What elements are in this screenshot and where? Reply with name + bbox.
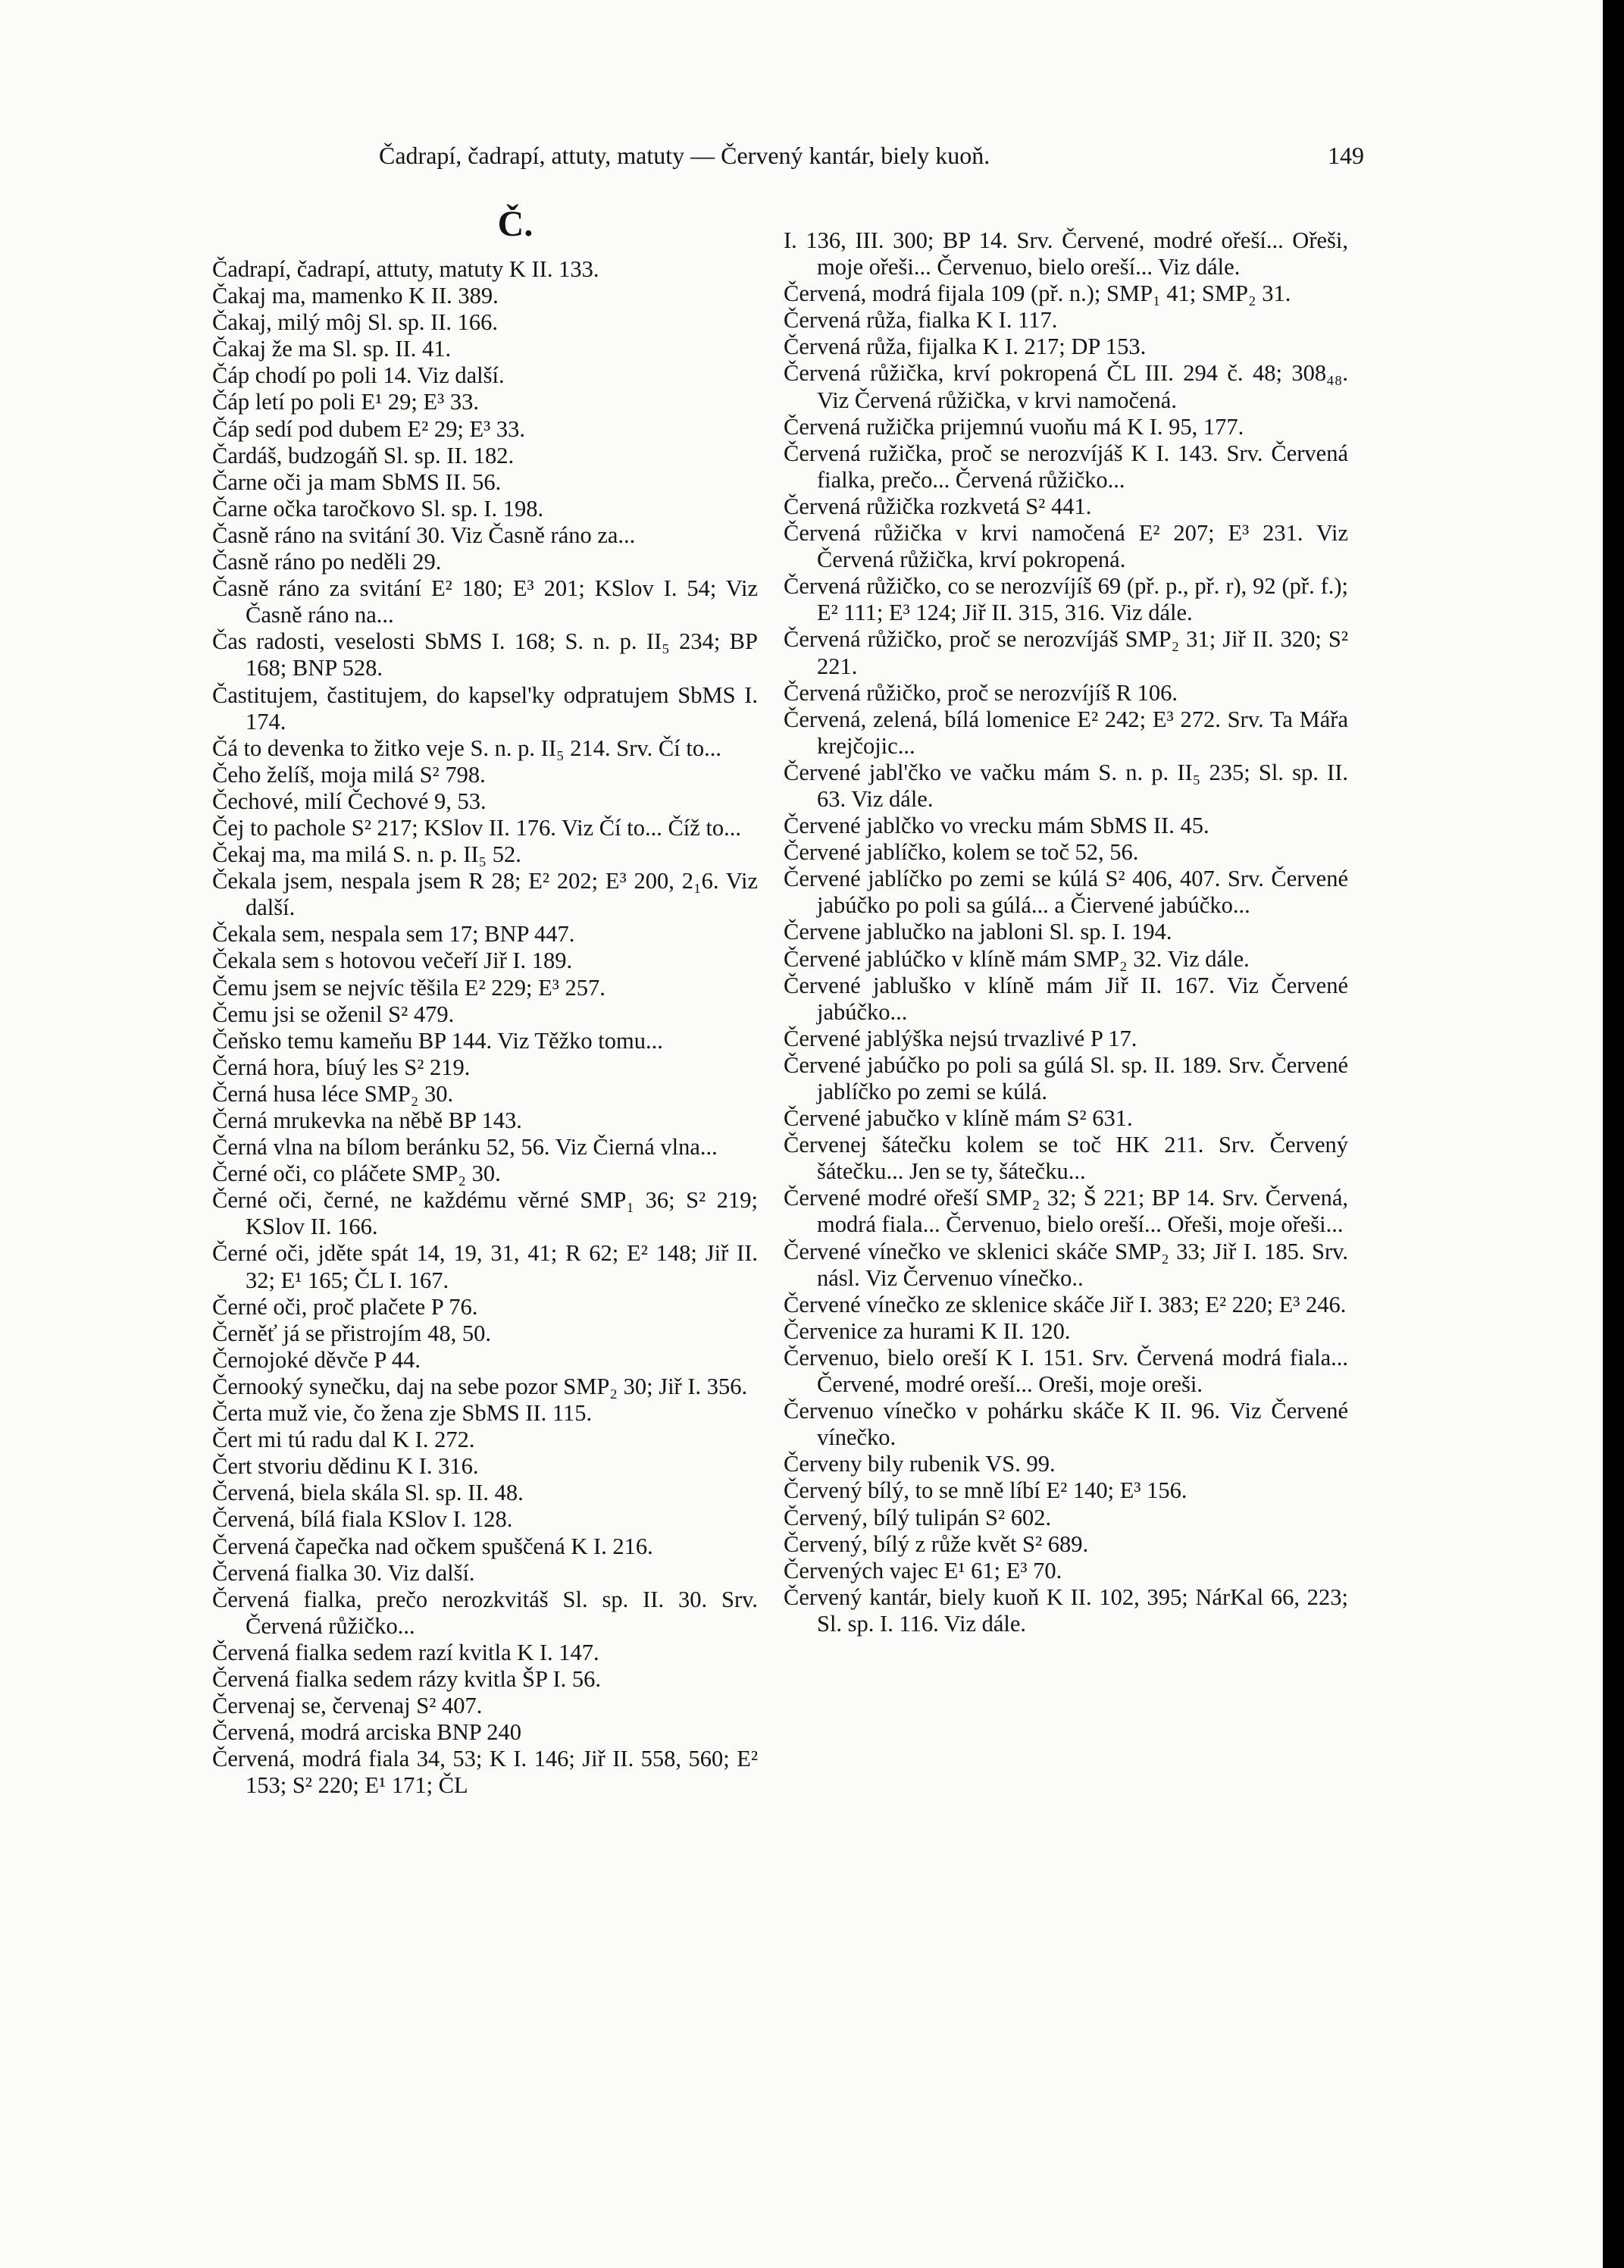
index-entry: Časně ráno na svitání 30. Viz Časně ráno za... xyxy=(212,522,636,548)
index-entry: Červená růžička rozkvetá S² 441. xyxy=(784,493,1092,519)
index-entry: Čej to pachole S² 217; KSlov II. 176. Viz Čí to... Číž to... xyxy=(212,814,742,841)
index-entry: Čarne očka taročkovo Sl. sp. I. 198. xyxy=(212,495,544,522)
index-entry: Čardáš, budzogáň Sl. sp. II. 182. xyxy=(212,442,515,468)
index-entry: Červená, bílá fiala KSlov I. 128. xyxy=(212,1506,513,1533)
index-entry: Červené vínečko ze sklenice skáče Jiř I. 383; E² 220; E³ 246. xyxy=(784,1291,1347,1317)
index-entry: Červená fialka 30. Viz další. xyxy=(212,1559,475,1586)
index-entry: Časně ráno za svitání E² 180; E³ 201; KSlov I. 54; Viz Časně ráno na... xyxy=(212,575,758,628)
index-entry: Červená, zelená, bílá lomenice E² 242; E³ 272. Srv. Ta Mářa krejčojic... xyxy=(784,706,1348,759)
index-entry: Čekala sem, nespala sem 17; BNP 447. xyxy=(212,921,575,948)
index-entry: Červené jabluško v klíně mám Jiř II. 167. Viz Červené jabúčko... xyxy=(784,972,1348,1025)
index-entry: Čakaj že ma Sl. sp. II. 41. xyxy=(212,336,452,362)
index-entry: Červeny bily rubenik VS. 99. xyxy=(784,1451,1056,1477)
index-entry: Černé oči, jděte spát 14, 19, 31, 41; R 62; E² 148; Jiř II. 32; E¹ 165; ČL I. 167. xyxy=(212,1240,758,1293)
scan-edge xyxy=(1603,0,1624,2268)
index-entry: Červené jablčko vo vrecku mám SbMS II. 45. xyxy=(784,813,1209,839)
index-entry: Červená růžička v krvi namočená E² 207; E³ 231. Viz Červená růžička, krví pokropená. xyxy=(784,520,1348,573)
section-letter: Č. xyxy=(497,204,534,244)
index-entry: Červené jablýška nejsú trvazlivé P 17. xyxy=(784,1025,1137,1051)
index-entry: Černá husa léce SMP₂ 30. xyxy=(212,1080,454,1107)
index-entry: Červená, modrá fijala 109 (př. n.); SMP₁ 41; SMP₂ 31. xyxy=(784,280,1291,307)
index-entry: Čemu jsi se oženil S² 479. xyxy=(212,1001,455,1027)
index-entry: Čáp sedí pod dubem E² 29; E³ 33. xyxy=(212,415,526,442)
index-entry: Červená ružička prijemnú vuoňu má K I. 95, 177. xyxy=(784,413,1244,440)
index-entry: Červené vínečko ve sklenici skáče SMP₂ 33; Jiř I. 185. Srv. násl. Viz Červenuo vínečko.. xyxy=(784,1238,1348,1291)
index-entry: Černojoké děvče P 44. xyxy=(212,1346,421,1373)
index-entry: Černé oči, co pláčete SMP₂ 30. xyxy=(212,1161,501,1187)
index-entry: Černé oči, černé, ne každému věrné SMP₁ 36; S² 219; KSlov II. 166. xyxy=(212,1187,758,1240)
index-entry: Čá to devenka to žitko veje S. n. p. II₅ 214. Srv. Čí to... xyxy=(212,735,721,761)
index-entry: Čeho želíš, moja milá S² 798. xyxy=(212,761,486,788)
index-entry: Červená fialka, prečo nerozkvitáš Sl. sp. II. 30. Srv. Červená růžičko... xyxy=(212,1586,758,1639)
index-entry: Černá vlna na bílom beránku 52, 56. Viz Čierná vlna... xyxy=(212,1134,718,1161)
index-entry: Čáp chodí po poli 14. Viz další. xyxy=(212,362,505,389)
index-entry: Červené jablúčko v klíně mám SMP₂ 32. Viz dále. xyxy=(784,945,1250,972)
index-entry: Červené jabučko v klíně mám S² 631. xyxy=(784,1105,1133,1132)
index-entry: Červenej šátečku kolem se toč HK 211. Srv. Červený šátečku... Jen se ty, šátečku... xyxy=(784,1132,1348,1185)
index-entry: Červená, modrá arciska BNP 240 xyxy=(212,1719,521,1746)
index-entry: Červená, modrá fiala 34, 53; K I. 146; Jiř II. 558, 560; E² 153; S² 220; E¹ 171; ČL xyxy=(212,1746,758,1799)
index-entry: Červené jablíčko, kolem se toč 52, 56. xyxy=(784,839,1139,866)
index-entry: Černěť já se přistrojím 48, 50. xyxy=(212,1320,491,1346)
index-entry: Červená čapečka nad očkem spuščená K I. 216. xyxy=(212,1533,653,1559)
index-entry: Červená ružička, proč se nerozvíjáš K I. 143. Srv. Červená fialka, prečo... Červená růžičko... xyxy=(784,440,1348,493)
index-entry: Černá mrukevka na něbě BP 143. xyxy=(212,1107,522,1133)
index-entry: Červené jabúčko po poli sa gúlá Sl. sp. II. 189. Srv. Červené jablíčko po zemi se kúlá. xyxy=(784,1051,1348,1104)
index-entry: Červenuo vínečko v pohárku skáče K II. 96. Viz Červené vínečko. xyxy=(784,1398,1348,1451)
index-entry: Černooký synečku, daj na sebe pozor SMP₂ 30; Jiř I. 356. xyxy=(212,1373,748,1399)
index-entry: Čarne oči ja mam SbMS II. 56. xyxy=(212,468,502,495)
index-entry: Čáp letí po poli E¹ 29; E³ 33. xyxy=(212,389,480,415)
index-entry: Čekala sem s hotovou večeří Jiř I. 189. xyxy=(212,948,573,974)
index-entry: Červený bílý, to se mně líbí E² 140; E³ 156. xyxy=(784,1477,1187,1504)
index-entry: Červená růžičko, co se nerozvíjíš 69 (př. p., př. r), 92 (př. f.); E² 111; E³ 124; Jiř II. 315, 316. Viz dále. xyxy=(784,573,1348,626)
index-entry: Červená růžička, krví pokropená ČL III. 294 č. 48; 308₄₈. Viz Červená růžička, v krvi namočená. xyxy=(784,360,1348,413)
index-entry: Červená růžičko, proč se nerozvíjáš SMP₂ 31; Jiř II. 320; S² 221. xyxy=(784,626,1348,679)
index-entry: I. 136, III. 300; BP 14. Srv. Červené, modré ořeší... Ořeši, moje ořeši... Červenuo, bielo oreší... Viz dále. xyxy=(784,227,1348,280)
index-entry: Červená fialka sedem razí kvitla K I. 147. xyxy=(212,1639,599,1665)
index-entry: Červené jablíčko po zemi se kúlá S² 406, 407. Srv. Červené jabúčko po poli sa gúlá... a Čiervené jabúčko... xyxy=(784,866,1348,919)
index-entry: Červená růža, fialka K I. 117. xyxy=(784,307,1058,334)
left-column xyxy=(212,203,758,1799)
index-entry: Červené jabl'čko ve vačku mám S. n. p. II₅ 235; Sl. sp. II. 63. Viz dále. xyxy=(784,759,1348,812)
index-entry: Černá hora, bíuý les S² 219. xyxy=(212,1054,471,1080)
index-entry: Čadrapí, čadrapí, attuty, matuty K II. 133. xyxy=(212,256,599,282)
page-number: 149 xyxy=(1328,142,1364,169)
index-entry: Červenice za hurami K II. 120. xyxy=(784,1317,1071,1344)
index-entry: Červene jablučko na jabloni Sl. sp. I. 194. xyxy=(784,919,1172,945)
index-entry: Čert stvoriu dědinu K I. 316. xyxy=(212,1453,479,1480)
index-entry: Čas radosti, veselosti SbMS I. 168; S. n. p. II₅ 234; BP 168; BNP 528. xyxy=(212,628,758,681)
index-entry: Časně ráno po neděli 29. xyxy=(212,549,442,575)
index-entry: Čekaj ma, ma milá S. n. p. II₅ 52. xyxy=(212,841,521,868)
page-header xyxy=(349,136,1364,174)
index-entry: Červených vajec E¹ 61; E³ 70. xyxy=(784,1557,1062,1584)
index-entry: Čechové, milí Čechové 9, 53. xyxy=(212,788,487,814)
index-entry: Čerta muž vie, čo žena zje SbMS II. 115. xyxy=(212,1400,593,1427)
index-entry: Červený, bílý z růže květ S² 689. xyxy=(784,1530,1089,1557)
index-entry: Červený, bílý tulipán S² 602. xyxy=(784,1504,1052,1530)
index-entry: Čakaj ma, mamenko K II. 389. xyxy=(212,283,499,309)
index-entry: Častitujem, častitujem, do kapsel'ky odpratujem SbMS I. 174. xyxy=(212,681,758,735)
index-entry: Čemu jsem se nejvíc těšila E² 229; E³ 257. xyxy=(212,974,605,1001)
right-column xyxy=(784,227,1348,1637)
index-entry: Čeňsko temu kameňu BP 144. Viz Těžko tomu... xyxy=(212,1027,663,1054)
index-entry: Červené modré ořeší SMP₂ 32; Š 221; BP 14. Srv. Červená, modrá fiala... Červenuo, bielo oreší... Ořeši, moje ořeši... xyxy=(784,1185,1348,1238)
index-entry: Čakaj, milý môj Sl. sp. II. 166. xyxy=(212,309,499,336)
index-entry: Červená růžičko, proč se nerozvíjíš R 106. xyxy=(784,679,1178,706)
index-entry: Červený kantár, biely kuoň K II. 102, 395; NárKal 66, 223; Sl. sp. I. 116. Viz dále. xyxy=(784,1584,1348,1637)
index-entry: Červená růža, fijalka K I. 217; DP 153. xyxy=(784,334,1147,360)
index-entry: Čekala jsem, nespala jsem R 28; E² 202; E³ 200, 2₁6. Viz další. xyxy=(212,868,758,921)
index-entry: Červenaj se, červenaj S² 407. xyxy=(212,1693,483,1719)
index-entry: Čert mi tú radu dal K I. 272. xyxy=(212,1427,475,1453)
left-entries xyxy=(212,256,758,1799)
index-entry: Červená, biela skála Sl. sp. II. 48. xyxy=(212,1480,524,1506)
index-entry: Červená fialka sedem rázy kvitla ŠP I. 56. xyxy=(212,1665,601,1692)
index-entry: Červenuo, bielo oreší K I. 151. Srv. Červená modrá fiala... Červené, modré oreší... Oreši, moje oreši. xyxy=(784,1344,1348,1398)
right-entries xyxy=(784,227,1348,1637)
running-head: Čadrapí, čadrapí, attuty, matuty — Červený kantár, biely kuoň. xyxy=(379,142,990,169)
index-entry: Černé oči, proč plačete P 76. xyxy=(212,1293,478,1320)
